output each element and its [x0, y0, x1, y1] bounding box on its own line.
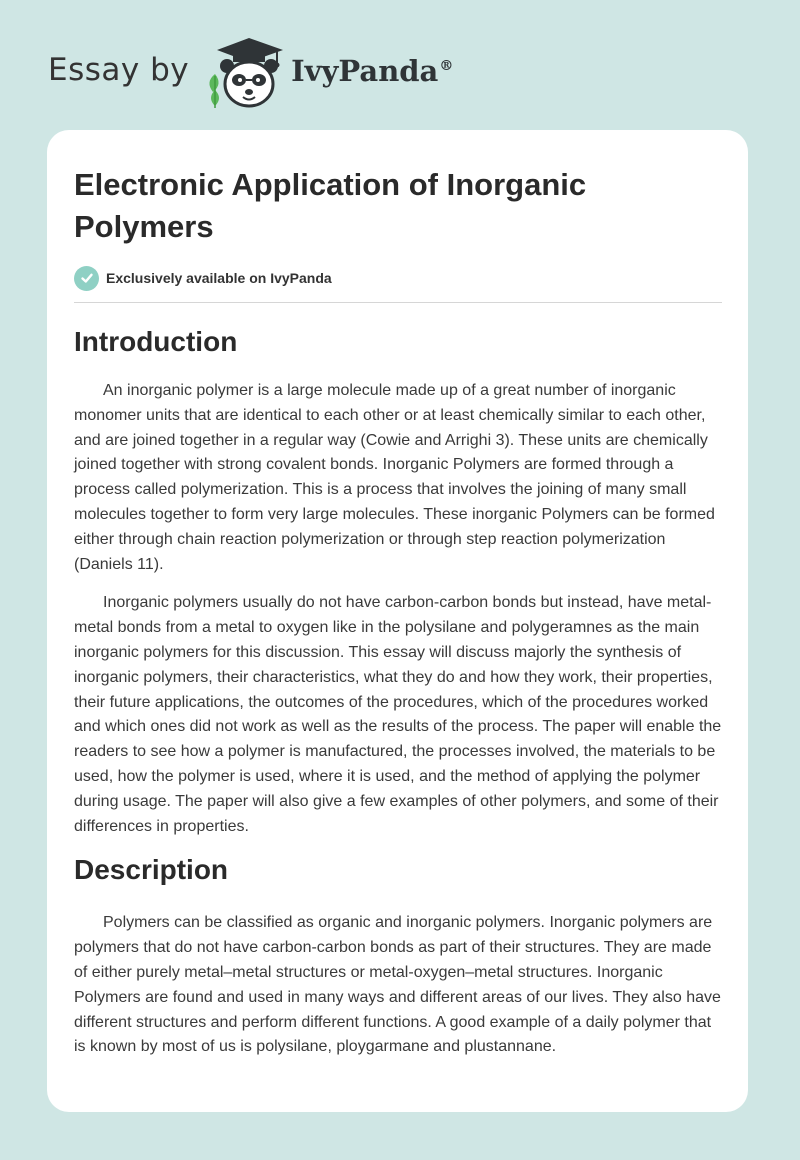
checkmark-icon	[74, 266, 99, 291]
essay-card	[47, 130, 748, 1112]
panda-graduate-icon	[203, 36, 287, 112]
brand-name: IvyPanda®	[291, 54, 454, 88]
exclusive-badge-text: Exclusively available on IvyPanda	[106, 270, 332, 286]
divider	[74, 302, 722, 303]
paragraph: An inorganic polymer is a large molecule made up of a great number of inorganic monomer units that are identical to each other or at least chemically similar to each other, and are joined together in a regular way (Cowie and Arrighi 3). These units are chemically joined together with strong covalent bonds. Inorganic Polymers are formed through a process called polymerization. This is a process that involves the joining of many small molecules together to form very large molecules. These inorganic Polymers can be formed either through chain reaction polymerization or through step reaction polymerization (Daniels 11).	[74, 382, 715, 573]
section-introduction	[74, 325, 721, 839]
site-header-logo[interactable]	[48, 34, 453, 114]
section-heading: Introduction	[74, 326, 238, 357]
section-description	[74, 853, 721, 1060]
page-title: Electronic Application of Inorganic Polymers	[74, 167, 587, 244]
paragraph: Inorganic polymers usually do not have carbon-carbon bonds but instead, have metal-metal bonds from a metal to oxygen like in the polysilane and polygeramnes as the main inorganic polymers for this discussion. This essay will discuss majorly the synthesis of inorganic polymers, their characteristics, what they do and how they work, their properties, their future applications, the outcomes of the procedures, which of the procedures worked and which ones did not work as well as the results of the process. The paper will enable the readers to see how a polymer is manufactured, the processes involved, the materials to be used, how the polymer is used, where it is used, and the method of applying the polymer during usage. The paper will also give a few examples of other polymers, and some of their differences in properties.	[74, 594, 722, 835]
exclusive-badge	[74, 265, 721, 291]
paragraph: Polymers can be classified as organic and inorganic polymers. Inorganic polymers are polymers that do not have carbon-carbon bonds as part of their structures. They are made of either purely metal–metal structures or metal-oxygen–metal structures. Inorganic Polymers are found and used in many ways and different areas of our lives. They also have different structures and perform different functions. A good example of a daily polymer that is known by most of us is polysilane, ploygarmane and plustannane.	[74, 914, 721, 1056]
brand-prefix: Essay by	[48, 52, 190, 88]
section-heading: Description	[74, 854, 229, 886]
